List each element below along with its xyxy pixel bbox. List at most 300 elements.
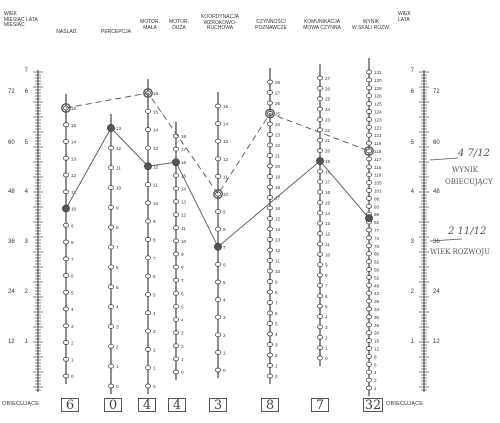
left-age-header: WIEK MIESIĄC LATA MIESIĄC [4, 11, 38, 28]
scale-number-motduza: 18 [181, 134, 187, 139]
scale-marker-kom [317, 346, 322, 350]
scale-number-wynik: 110 [374, 172, 382, 178]
scale-marker-wynik [366, 307, 371, 311]
left-age-month-label: 24 [8, 289, 15, 295]
scale-number-motduza: 10 [181, 238, 187, 244]
scale-number-nasl: 1 [71, 357, 74, 363]
scale-marker-wynik [366, 275, 371, 279]
right-age-header: WIEK LATA [398, 11, 411, 23]
scale-number-motmala: 7 [153, 255, 156, 261]
scale-marker-czyn [267, 280, 272, 284]
scale-marker-perc [108, 205, 113, 209]
scale-marker-koord [215, 350, 220, 354]
scale-number-czyn: 27 [275, 90, 281, 96]
scale-number-motduza: 8 [181, 265, 184, 271]
scale-marker-nasl [63, 223, 68, 227]
scale-marker-wynik [366, 339, 371, 343]
scale-marker-motmala [145, 384, 150, 388]
scale-marker-kom [317, 169, 322, 173]
right-age-month-label: 12 [433, 339, 440, 345]
score-box-kom [311, 398, 329, 412]
scale-number-motmala: 13 [153, 145, 159, 151]
scale-number-koord: 15 [223, 104, 229, 109]
score-box-motduza [168, 398, 186, 412]
filled-score-mark-nasl [62, 205, 69, 212]
scale-number-motduza: 15 [181, 173, 187, 179]
filled-score-mark-kom [316, 157, 323, 164]
scale-number-motduza: 3 [181, 330, 184, 336]
scale-number-motduza: 0 [181, 370, 184, 375]
scale-number-wynik: 58 [374, 267, 380, 273]
right-age-year-label: 2 [410, 289, 414, 295]
scale-marker-nasl [63, 374, 68, 378]
scale-marker-motduza [173, 186, 178, 190]
scale-marker-czyn [267, 101, 272, 105]
scale-marker-kom [317, 315, 322, 319]
scale-marker-koord [215, 192, 220, 196]
scale-marker-motduza [173, 147, 178, 151]
scale-marker-czyn [267, 353, 272, 357]
scale-number-kom: 11 [325, 241, 330, 247]
score-value: 32 [364, 398, 382, 413]
scale-marker-koord [215, 298, 220, 302]
scale-marker-perc [108, 225, 113, 229]
scale-marker-czyn [267, 143, 272, 147]
scale-number-koord: 7 [223, 244, 226, 250]
scale-number-kom: 10 [325, 252, 331, 258]
scale-marker-motduza [173, 291, 178, 295]
scale-number-nasl: 2 [71, 340, 74, 346]
scale-number-kom: 27 [325, 76, 331, 81]
scale-number-czyn: 18 [275, 185, 281, 190]
scale-marker-nasl [63, 123, 68, 127]
scale-number-wynik: 119 [374, 141, 382, 147]
scale-marker-kom [317, 304, 322, 308]
scale-number-nasl: 13 [71, 156, 77, 162]
scale-marker-czyn [267, 175, 272, 179]
scale-marker-kom [317, 128, 322, 132]
scale-number-kom: 18 [325, 169, 331, 175]
scale-marker-motduza [173, 265, 178, 269]
scale-marker-kom [317, 211, 322, 215]
scale-marker-perc [108, 384, 113, 388]
scale-number-wynik: 15 [374, 338, 380, 344]
scale-number-koord: 3 [223, 315, 226, 321]
left-age-year-label: 6 [24, 89, 28, 95]
scale-number-koord: 5 [223, 280, 226, 285]
scale-marker-wynik [366, 102, 371, 106]
scale-number-czyn: 23 [275, 132, 281, 138]
scale-number-motduza: 16 [181, 160, 187, 166]
scale-marker-perc [108, 344, 113, 348]
scale-number-motduza: 5 [181, 304, 184, 310]
scale-number-kom: 2 [325, 335, 328, 341]
scale-marker-kom [317, 356, 322, 360]
scale-number-czyn: 15 [275, 216, 281, 222]
scale-marker-wynik [366, 378, 371, 382]
scale-marker-wynik [366, 189, 371, 193]
scale-number-kom: 24 [325, 107, 331, 113]
scale-marker-perc [108, 285, 113, 289]
scale-number-wynik: 38 [374, 299, 380, 305]
scale-number-motduza: 6 [181, 291, 184, 297]
scale-marker-czyn [267, 133, 272, 137]
scale-number-koord: 4 [223, 297, 226, 303]
scale-marker-motmala [145, 128, 150, 132]
scale-number-kom: 0 [325, 356, 328, 361]
scale-marker-wynik [366, 252, 371, 256]
scale-marker-czyn [267, 227, 272, 231]
scale-marker-nasl [63, 357, 68, 361]
scale-marker-motduza [173, 331, 178, 335]
scale-number-wynik: 88 [374, 212, 380, 218]
scale-number-czyn: 24 [275, 122, 281, 127]
scale-marker-nasl [63, 257, 68, 261]
scale-marker-perc [108, 305, 113, 309]
scale-marker-motmala [145, 311, 150, 315]
scale-number-koord: 14 [223, 121, 229, 127]
scale-number-wynik: 122 [374, 125, 382, 131]
scale-marker-kom [317, 107, 322, 111]
scale-number-nasl: 16 [71, 106, 77, 111]
column-header-koord: KOORDYNACJA WZROKOWO- RUCHOWA [200, 14, 240, 31]
scale-number-kom: 21 [325, 138, 331, 144]
scale-number-wynik: 62 [374, 259, 380, 265]
scale-marker-koord [215, 104, 220, 108]
scale-marker-kom [317, 180, 322, 184]
score-value: 3 [213, 398, 223, 413]
scale-number-czyn: 17 [275, 195, 281, 201]
scale-number-motduza: 13 [181, 199, 187, 205]
scale-number-kom: 17 [325, 179, 331, 185]
scale-marker-perc [108, 364, 113, 368]
scale-marker-motmala [145, 109, 150, 113]
scale-number-perc: 5 [116, 284, 119, 290]
scale-number-motmala: 5 [153, 292, 156, 298]
scale-number-motmala: 2 [153, 347, 156, 353]
score-value: 8 [265, 398, 275, 413]
scale-marker-motduza [173, 226, 178, 230]
scale-number-wynik: 82 [374, 220, 380, 226]
scale-marker-wynik [366, 370, 371, 374]
scale-number-nasl: 10 [71, 206, 77, 212]
scale-number-kom: 16 [325, 190, 331, 196]
scale-marker-czyn [267, 185, 272, 189]
scale-marker-motduza [173, 252, 178, 256]
scale-number-czyn: 9 [275, 279, 278, 285]
scale-marker-wynik [366, 323, 371, 327]
scale-number-kom: 14 [325, 210, 331, 216]
scale-number-motmala: 14 [153, 127, 159, 133]
scale-number-nasl: 8 [71, 240, 74, 245]
scale-number-motmala: 4 [153, 310, 156, 316]
scale-number-kom: 25 [325, 96, 331, 102]
scale-number-kom: 1 [325, 345, 328, 351]
scale-marker-motmala [145, 201, 150, 205]
scale-number-czyn: 16 [275, 206, 281, 211]
scale-number-wynik: 105 [374, 180, 382, 186]
scale-marker-czyn [267, 217, 272, 221]
scale-marker-nasl [63, 324, 68, 328]
scale-marker-wynik [366, 117, 371, 121]
scale-number-czyn: 28 [275, 80, 281, 85]
scale-marker-perc [108, 324, 113, 328]
scale-number-wynik: 30 [374, 314, 380, 320]
scale-number-wynik: 52 [374, 275, 380, 281]
scale-number-wynik: 77 [374, 228, 380, 233]
scale-marker-czyn [267, 269, 272, 273]
scale-number-motduza: 12 [181, 212, 187, 218]
scale-number-motmala: 16 [153, 91, 159, 96]
scale-marker-czyn [267, 322, 272, 326]
scale-marker-motduza [173, 239, 178, 243]
scale-marker-wynik [366, 181, 371, 185]
scale-number-wynik: 123 [374, 117, 382, 123]
left-age-month-label: 12 [8, 339, 15, 345]
filled-score-mark-motduza [172, 159, 179, 166]
scale-number-wynik: 1 [374, 386, 377, 391]
scale-marker-kom [317, 138, 322, 142]
footer-right-label: OBIECUJĄCE [386, 401, 424, 407]
scale-number-wynik: 124 [374, 109, 382, 115]
scale-marker-wynik [366, 236, 371, 240]
scale-number-kom: 3 [325, 324, 328, 330]
scale-marker-czyn [267, 301, 272, 305]
upper-label-note-2: OBIECUJĄCY [445, 178, 493, 186]
scale-number-czyn: 13 [275, 237, 281, 243]
scale-number-wynik: 130 [374, 77, 382, 83]
right-age-year-label: 4 [410, 189, 414, 195]
scale-number-koord: 1 [223, 350, 226, 356]
scale-marker-wynik [366, 347, 371, 351]
scale-marker-koord [215, 227, 220, 231]
scale-number-wynik: 20 [374, 330, 380, 336]
scale-marker-perc [108, 265, 113, 269]
scale-number-kom: 23 [325, 117, 331, 123]
scale-marker-wynik [366, 315, 371, 319]
scale-marker-motduza [173, 304, 178, 308]
scale-marker-czyn [267, 311, 272, 315]
scale-marker-perc [108, 186, 113, 190]
scale-marker-nasl [63, 274, 68, 278]
scale-number-nasl: 0 [71, 374, 74, 379]
lower-label-note: WIEK ROZWOJU [430, 248, 491, 256]
scale-number-wynik: 26 [374, 322, 380, 328]
scale-marker-motduza [173, 318, 178, 322]
column-header-wynik: WYNIK W SKALI ROZW. [351, 19, 391, 31]
scale-marker-kom [317, 242, 322, 246]
scale-number-kom: 5 [325, 304, 328, 310]
score-value: 7 [315, 398, 325, 413]
scale-number-perc: 2 [116, 344, 119, 350]
scale-marker-wynik [366, 283, 371, 287]
scale-number-nasl: 14 [71, 139, 77, 145]
filled-score-mark-motmala [144, 163, 151, 170]
scale-number-wynik: 2 [374, 378, 377, 384]
scale-number-wynik: 4 [374, 370, 377, 376]
scale-marker-kom [317, 190, 322, 194]
scale-marker-kom [317, 273, 322, 277]
left-age-month-label: 48 [8, 189, 15, 195]
scale-marker-wynik [366, 291, 371, 295]
scale-marker-wynik [366, 331, 371, 335]
scale-number-wynik: 70 [374, 243, 380, 249]
scale-marker-motmala [145, 366, 150, 370]
scale-marker-wynik [366, 299, 371, 303]
scale-marker-nasl [63, 341, 68, 345]
scale-number-kom: 8 [325, 273, 328, 279]
scale-marker-perc [108, 166, 113, 170]
upper-label-note-1: WYNIK [452, 166, 478, 174]
scale-number-wynik: 12 [374, 346, 380, 352]
scale-marker-koord [215, 315, 220, 319]
scale-number-nasl: 11 [71, 189, 76, 195]
scale-marker-czyn [267, 238, 272, 242]
scale-number-motduza: 17 [181, 147, 187, 153]
scale-marker-koord [215, 333, 220, 337]
scale-number-wynik: 125 [374, 101, 382, 107]
right-age-year-label: 6 [410, 89, 414, 95]
scale-marker-czyn [267, 154, 272, 158]
scale-number-nasl: 4 [71, 307, 74, 312]
scale-marker-kom [317, 232, 322, 236]
footer-left-label: OBIECUJĄCE [2, 401, 40, 407]
scale-number-koord: 2 [223, 332, 226, 338]
scale-marker-wynik [366, 268, 371, 272]
scale-number-kom: 20 [325, 148, 331, 154]
scale-marker-czyn [267, 364, 272, 368]
scale-marker-kom [317, 221, 322, 225]
scale-number-nasl: 9 [71, 223, 74, 229]
scale-marker-kom [317, 86, 322, 90]
lower-fraction-note: 2 11/12 [448, 226, 487, 237]
scale-number-nasl: 3 [71, 323, 74, 329]
scale-number-czyn: 10 [275, 269, 281, 274]
scale-marker-perc [108, 146, 113, 150]
scale-marker-kom [317, 149, 322, 153]
scale-marker-kom [317, 117, 322, 121]
scale-marker-czyn [267, 80, 272, 84]
score-box-czyn [261, 398, 279, 412]
scale-marker-wynik [366, 260, 371, 264]
scale-marker-kom [317, 325, 322, 329]
scale-marker-nasl [63, 240, 68, 244]
scale-number-koord: 9 [223, 209, 226, 215]
scale-marker-motduza [173, 357, 178, 361]
scale-number-czyn: 3 [275, 342, 278, 348]
scale-marker-czyn [267, 374, 272, 378]
scale-number-koord: 8 [223, 227, 226, 233]
upper-fraction-note: 4 7/12 [458, 148, 490, 159]
scale-marker-czyn [267, 332, 272, 336]
scale-marker-kom [317, 252, 322, 256]
scale-marker-koord [215, 122, 220, 126]
scale-number-wynik: 48 [374, 283, 380, 289]
scale-marker-motduza [173, 344, 178, 348]
scale-marker-perc [108, 245, 113, 249]
right-age-year-label: 1 [410, 339, 414, 345]
scale-number-czyn: 1 [275, 363, 278, 369]
scale-marker-wynik [366, 196, 371, 200]
scale-number-wynik: 93 [374, 204, 380, 210]
right-age-month-label: 36 [433, 239, 440, 245]
scale-number-czyn: 4 [275, 332, 278, 337]
scale-number-motduza: 14 [181, 186, 187, 192]
left-age-year-label: 7 [24, 68, 28, 74]
scale-number-koord: 12 [223, 156, 229, 162]
score-value: 6 [65, 398, 75, 413]
scale-marker-wynik [366, 228, 371, 232]
scale-marker-wynik [366, 149, 371, 153]
scale-number-czyn: 12 [275, 248, 281, 253]
scale-number-wynik: 128 [374, 85, 382, 91]
scale-number-koord: 11 [223, 174, 228, 180]
scale-marker-kom [317, 263, 322, 267]
scale-number-wynik: 34 [374, 307, 380, 312]
score-box-nasl [61, 398, 79, 412]
scale-marker-wynik [366, 70, 371, 74]
scale-marker-wynik [366, 133, 371, 137]
scale-marker-nasl [63, 156, 68, 160]
upper-note-line [430, 158, 458, 160]
scale-number-motmala: 12 [153, 164, 159, 170]
scale-marker-motduza [173, 370, 178, 374]
scale-marker-wynik [366, 94, 371, 98]
left-age-year-label: 2 [24, 289, 28, 295]
scale-number-nasl: 15 [71, 122, 77, 128]
scale-number-motmala: 15 [153, 109, 159, 115]
scale-marker-nasl [63, 140, 68, 144]
scale-marker-motmala [145, 347, 150, 351]
scale-number-czyn: 26 [275, 101, 281, 106]
score-box-wynik [363, 398, 383, 412]
right-age-month-label: 72 [433, 89, 440, 95]
score-value: 4 [172, 398, 182, 413]
scale-marker-motduza [173, 278, 178, 282]
right-age-month-label: 48 [433, 189, 440, 195]
scale-marker-czyn [267, 164, 272, 168]
scale-marker-kom [317, 294, 322, 298]
right-age-year-label: 3 [410, 239, 414, 245]
scale-number-kom: 19 [325, 158, 331, 164]
scale-number-nasl: 6 [71, 273, 74, 279]
scale-number-perc: 10 [116, 185, 122, 191]
scale-number-motmala: 0 [153, 384, 156, 389]
scale-marker-koord [215, 157, 220, 161]
scale-marker-czyn [267, 259, 272, 263]
scale-marker-czyn [267, 290, 272, 294]
scale-number-perc: 4 [116, 304, 119, 310]
scale-marker-koord [215, 280, 220, 284]
scale-number-czyn: 8 [275, 290, 278, 295]
scale-number-koord: 10 [223, 192, 229, 197]
scale-number-czyn: 5 [275, 321, 278, 327]
scale-number-wynik: 6 [374, 362, 377, 368]
scale-number-koord: 13 [223, 139, 229, 145]
scale-number-kom: 4 [325, 314, 328, 320]
score-box-koord [209, 398, 227, 412]
scale-marker-motduza [173, 173, 178, 177]
scale-number-motmala: 8 [153, 237, 156, 243]
column-header-motmala: MOTOR. MAŁA [140, 19, 160, 31]
scale-number-motduza: 9 [181, 252, 184, 257]
right-age-month-label: 60 [433, 140, 440, 146]
scale-number-motmala: 1 [153, 365, 156, 371]
column-header-nasl: NAŚLAD. [56, 29, 78, 35]
scale-number-czyn: 7 [275, 300, 278, 306]
scale-number-czyn: 14 [275, 227, 281, 232]
scale-marker-czyn [267, 248, 272, 252]
